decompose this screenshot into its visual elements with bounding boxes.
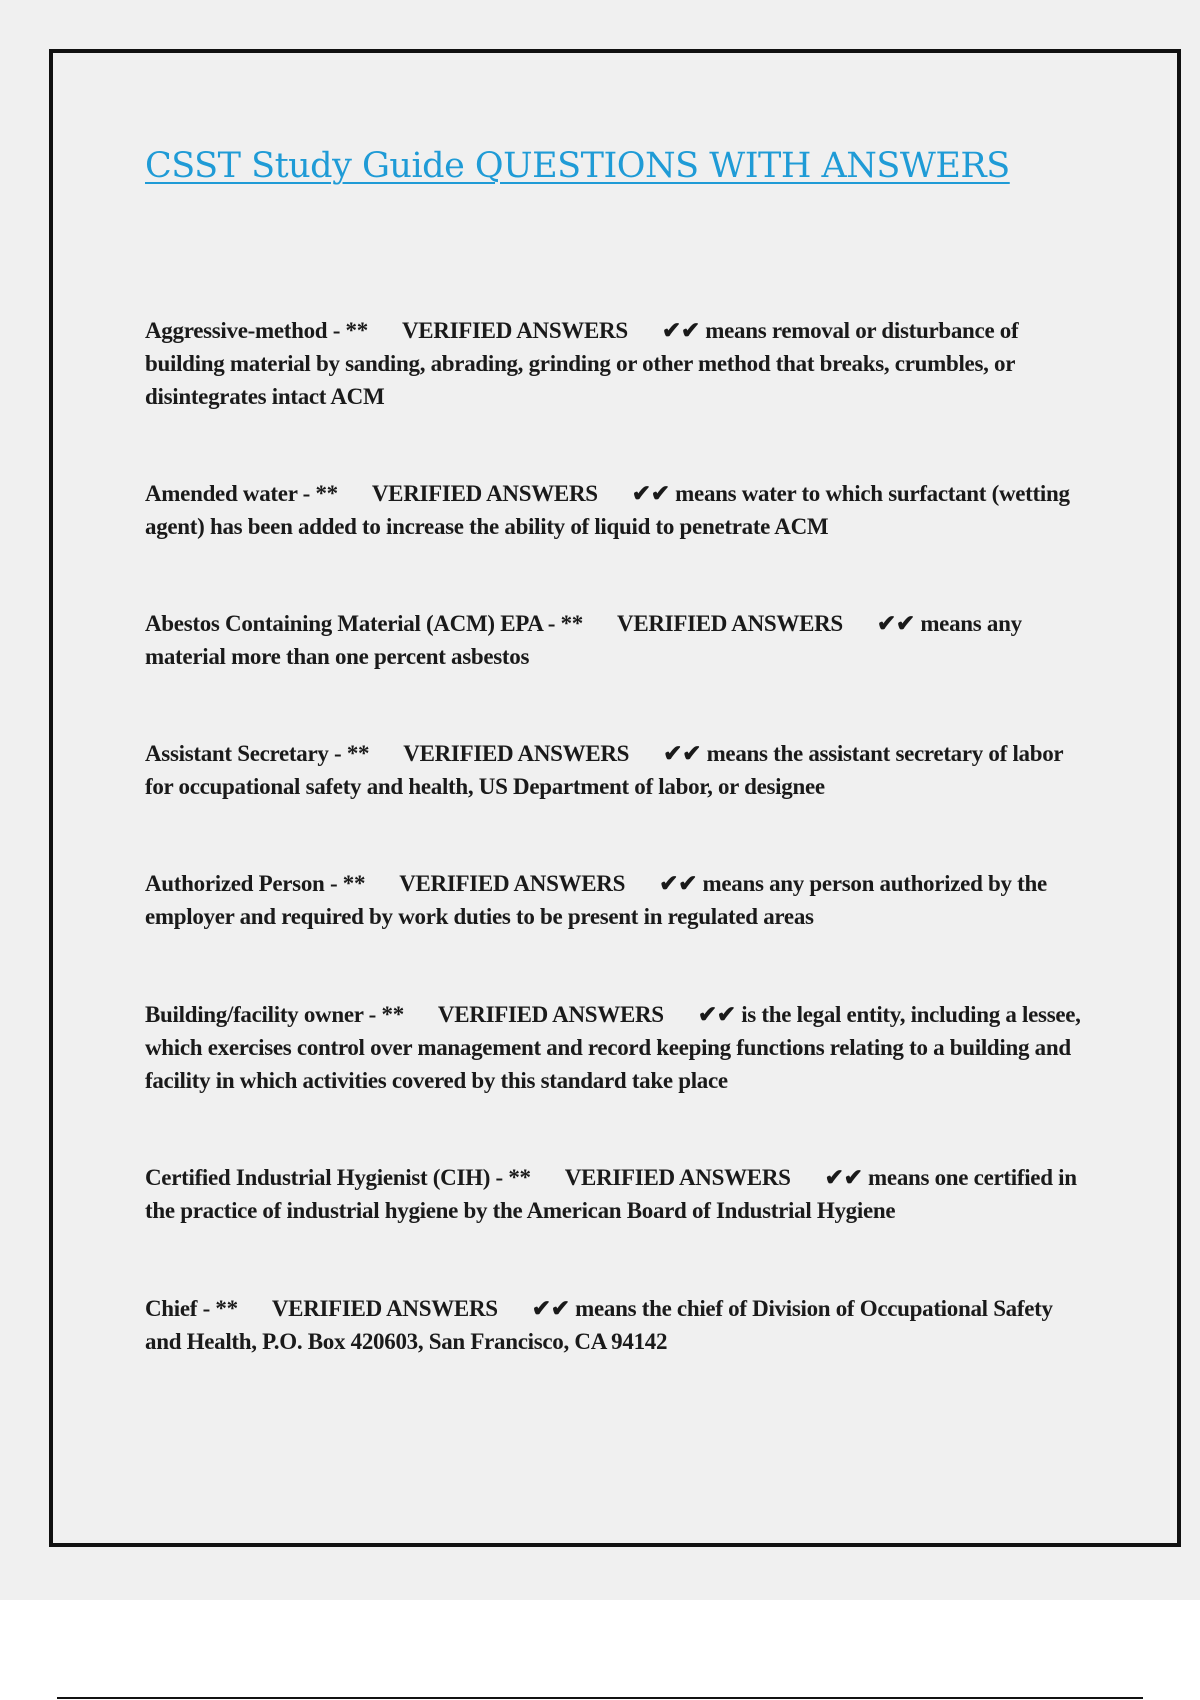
check-icon: ✔✔ [663, 741, 702, 766]
verified-label: VERIFIED ANSWERS [401, 318, 628, 343]
entry-term: Abestos Containing Material (ACM) EPA [145, 611, 543, 636]
check-icon: ✔✔ [876, 611, 915, 636]
entry-separator: - ** [363, 1002, 404, 1027]
document-title: CSST Study Guide QUESTIONS WITH ANSWERS [145, 146, 1010, 186]
check-icon: ✔✔ [824, 1165, 863, 1190]
verified-label: VERIFIED ANSWERS [564, 1165, 791, 1190]
entry-term: Certified Industrial Hygienist (CIH) [145, 1165, 491, 1190]
entry-separator: - ** [328, 741, 370, 766]
footer-rule [57, 1697, 1143, 1699]
entry-definition: means any person authorized by the employer and required by work duties to be present in regulated areas [145, 871, 1047, 929]
entry-amended-water [145, 477, 1085, 543]
check-icon: ✔✔ [697, 1002, 736, 1027]
entry-acm-epa [145, 607, 1085, 673]
verified-label: VERIFIED ANSWERS [399, 871, 626, 896]
entry-term: Aggressive-method [145, 318, 328, 343]
check-icon: ✔✔ [631, 481, 670, 506]
verified-label: VERIFIED ANSWERS [371, 481, 598, 506]
entry-definition: means the assistant secretary of labor for occupational safety and health, US Department of labor, or designee [145, 741, 1063, 799]
verified-label: VERIFIED ANSWERS [271, 1296, 498, 1321]
verified-label: VERIFIED ANSWERS [403, 741, 630, 766]
entry-separator: - ** [197, 1296, 238, 1321]
entry-separator: - ** [327, 318, 368, 343]
check-icon: ✔✔ [659, 871, 698, 896]
entry-separator: - ** [542, 611, 584, 636]
entry-term: Chief [145, 1296, 198, 1321]
entry-definition: means water to which surfactant (wetting agent) has been added to increase the ability of liquid to penetrate ACM [145, 481, 1070, 539]
entry-definition: is the legal entity, including a lessee, which exercises control over management and record keeping functions relating to a building and facility in which activities covered by this standard take place [145, 1002, 1081, 1093]
entry-aggressive-method [145, 314, 1085, 413]
entry-definition: means removal or disturbance of building material by sanding, abrading, grinding or other method that breaks, crumbles, or disintegrates intact ACM [145, 318, 1019, 409]
check-icon: ✔✔ [531, 1296, 570, 1321]
entry-certified-industrial-hygienist [145, 1161, 1085, 1227]
entry-separator: - ** [490, 1165, 531, 1190]
entry-separator: - ** [297, 481, 338, 506]
entry-definition: means the chief of Division of Occupational Safety and Health, P.O. Box 420603, San Francisco, CA 94142 [145, 1296, 1053, 1354]
entry-assistant-secretary [145, 737, 1085, 803]
entry-building-facility-owner [145, 998, 1085, 1097]
entry-chief [145, 1292, 1085, 1358]
verified-label: VERIFIED ANSWERS [617, 611, 843, 636]
verified-label: VERIFIED ANSWERS [437, 1002, 664, 1027]
entry-authorized-person [145, 867, 1085, 933]
check-icon: ✔✔ [661, 318, 700, 343]
entry-definition: means any material more than one percent asbestos [145, 611, 1022, 669]
entry-term: Amended water [145, 481, 298, 506]
entry-separator: - ** [324, 871, 366, 896]
entry-term: Building/facility owner [145, 1002, 364, 1027]
entry-definition: means one certified in the practice of industrial hygiene by the American Board of Industrial Hygiene [145, 1165, 1077, 1223]
entry-term: Authorized Person [145, 871, 325, 896]
entry-term: Assistant Secretary [145, 741, 329, 766]
